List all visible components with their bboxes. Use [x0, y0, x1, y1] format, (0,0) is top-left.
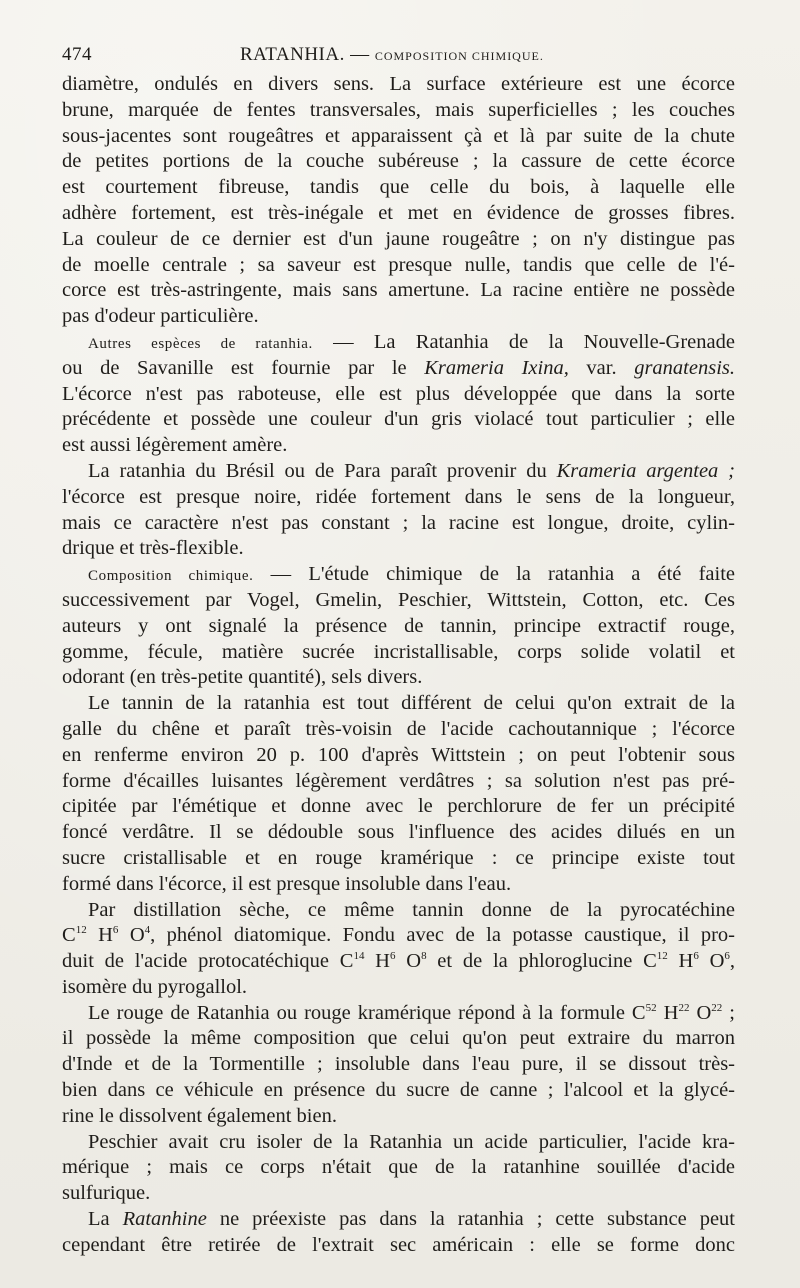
text-run: , phénol diatomique. Fondu avec de la potasse caustique, il pro-	[150, 924, 735, 947]
text-line: rine le dissolvent également bien.	[62, 1104, 337, 1127]
text-line: forme d'écailles luisantes légèrement verdâtres ; sa solution n'est pas pré-	[62, 769, 735, 792]
text-line	[62, 330, 735, 356]
text-line	[62, 949, 735, 975]
species-name: Krameria argentea ;	[556, 459, 735, 482]
paragraph-tannin	[62, 691, 735, 897]
text-line: brune, marquée de fentes transversales, mais superficielles ; les couches	[62, 98, 735, 121]
text-run: Le rouge de Ratanhia ou rouge kramérique répond à la formule C	[88, 1001, 646, 1024]
text-line	[62, 356, 735, 382]
text-line: mérique ; mais ce corps n'était que de la ratanhine souillée d'acide	[62, 1156, 735, 1179]
formula-index: 14	[353, 950, 365, 963]
page-header	[62, 44, 742, 68]
formula-index: 22	[678, 1001, 690, 1014]
text-line: corce est très-astringente, mais sans amertune. La racine entière ne possède	[62, 279, 735, 302]
formula-element: O	[118, 924, 145, 947]
text-run: ;	[722, 1001, 735, 1024]
text-line: de moelle centrale ; sa saveur est presque nulle, tandis que celle de l'é-	[62, 253, 735, 276]
formula-index: 12	[656, 950, 668, 963]
text-line: isomère du pyrogallol.	[62, 975, 248, 998]
text-line: formé dans l'écorce, il est presque insoluble dans l'eau.	[62, 872, 512, 895]
page-number: 474	[62, 44, 92, 65]
formula	[62, 924, 150, 946]
text-line: drique et très-flexible.	[62, 537, 244, 560]
formula-index: 22	[711, 1001, 723, 1014]
paragraph-other-species	[62, 330, 735, 459]
text-line: l'écorce est presque noire, ridée fortement dans le sens de la longueur,	[62, 485, 735, 508]
running-title-main: RATANHIA.	[240, 44, 345, 65]
text-run: — La Ratanhia de la Nouvelle-Grenade	[312, 330, 735, 353]
section-heading-composition: Composition chimique.	[88, 568, 254, 585]
running-title	[240, 44, 544, 66]
text-line: mais ce caractère n'est pas constant ; la racine est longue, droite, cylin-	[62, 511, 735, 534]
text-line: odorant (en très-petite quantité), sels divers.	[62, 666, 423, 689]
text-line: Le tannin de la ratanhia est tout différent de celui qu'on extrait de la	[88, 692, 735, 715]
text-line: gomme, fécule, matière sucrée incristallisable, corps solide volatil et	[62, 640, 735, 663]
text-line: cipitée par l'émétique et donne avec le perchlorure de fer un précipité	[62, 795, 735, 818]
paragraph-chemical-composition	[62, 562, 735, 691]
formula-index: 12	[75, 924, 87, 937]
formula-element: C	[62, 924, 76, 947]
paragraph-description	[62, 72, 735, 330]
variety-name: granatensis.	[634, 356, 735, 379]
formula-index: 6	[390, 950, 396, 963]
text-line: Par distillation sèche, ce même tannin donne de la pyrocatéchine	[88, 898, 735, 921]
text-line: foncé verdâtre. Il se dédouble sous l'influence des acides dilués en un	[62, 821, 735, 844]
body-text	[62, 72, 735, 1259]
text-line: sous-jacentes sont rougeâtres et apparaissent çà et là par suite de la chute	[62, 124, 735, 147]
text-line: en renferme environ 20 p. 100 d'après Wittstein ; on peut l'obtenir sous	[62, 743, 735, 766]
text-line: d'Inde et de la Tormentille ; insoluble dans l'eau pure, il se dissout très-	[62, 1053, 735, 1076]
formula-element: O	[395, 950, 422, 973]
text-line: diamètre, ondulés en divers sens. La surface extérieure est une écorce	[62, 73, 735, 95]
formula-element: O	[698, 950, 725, 973]
text-line: L'écorce n'est pas raboteuse, elle est plus développée que dans la sorte	[62, 382, 735, 405]
formula-element: H	[656, 1001, 679, 1024]
text-line: sulfurique.	[62, 1182, 151, 1205]
formula-index: 6	[693, 950, 699, 963]
formula-index: 6	[724, 950, 730, 963]
text-line: est aussi légèrement amère.	[62, 434, 288, 457]
formula-index: 6	[112, 924, 119, 937]
text-run: La	[88, 1208, 123, 1231]
formula-index: 8	[421, 950, 427, 963]
text-line: précédente et possède une couleur d'un gris violacé tout particulier ; elle	[62, 408, 735, 431]
text-line: La couleur de ce dernier est d'un jaune rougeâtre ; on n'y distingue pas	[62, 227, 735, 250]
paragraph-peschier	[62, 1130, 735, 1207]
text-line	[62, 1207, 735, 1233]
paragraph-kramerique-red	[62, 1001, 735, 1130]
text-line: il possède la même composition que celui qu'on peut extraire du marron	[62, 1027, 735, 1050]
text-line: est courtement fibreuse, tandis que celle du bois, à laquelle elle	[62, 176, 735, 199]
text-run: et de la phloroglucine C	[426, 950, 657, 973]
text-line	[62, 562, 735, 588]
text-run: ,	[729, 950, 735, 973]
substance-name: Ratanhine	[122, 1208, 207, 1231]
text-run: — L'étude chimique de la ratanhia a été faite	[253, 563, 735, 586]
section-heading-other-species: Autres espèces de ratanhia.	[88, 335, 313, 352]
text-line: sucre cristallisable et en rouge kramérique : ce principe existe tout	[62, 846, 735, 869]
text-run: La ratanhia du Brésil ou de Para paraît provenir du	[88, 459, 557, 482]
text-line: cependant être retirée de l'extrait sec américain : elle se forme donc	[62, 1233, 735, 1256]
paragraph-brazil	[62, 459, 735, 562]
paragraph-distillation	[62, 898, 735, 1001]
text-line: Peschier avait cru isoler de la Ratanhia un acide particulier, l'acide kra-	[88, 1130, 735, 1153]
text-line: successivement par Vogel, Gmelin, Peschier, Wittstein, Cotton, etc. Ces	[62, 588, 735, 611]
running-title-dash: —	[350, 44, 370, 65]
text-run: duit de l'acide protocatéchique C	[62, 950, 354, 973]
species-name: Krameria Ixina,	[424, 356, 569, 379]
formula-index: 4	[144, 924, 151, 937]
text-run: ou de Savanille est fournie par le	[62, 356, 425, 379]
text-line: bien dans ce véhicule en présence du sucre de canne ; l'alcool et la glycé-	[62, 1079, 735, 1102]
text-line: galle du chêne et paraît très-voisin de l'acide cachoutannique ; l'écorce	[62, 717, 735, 740]
text-line: adhère fortement, est très-inégale et met en évidence de grosses fibres.	[62, 201, 735, 224]
text-run: var.	[568, 356, 635, 379]
text-line: pas d'odeur particulière.	[62, 305, 259, 328]
text-line	[62, 923, 735, 949]
text-line	[62, 459, 735, 485]
text-line: auteurs y ont signalé la présence de tannin, principe extractif rouge,	[62, 614, 735, 637]
formula-element: O	[689, 1001, 712, 1024]
text-run: ne préexiste pas dans la ratanhia ; cette substance peut	[206, 1208, 735, 1231]
text-line: de petites portions de la couche subéreuse ; la cassure de cette écorce	[62, 150, 735, 173]
formula-element: H	[667, 950, 694, 973]
text-line	[62, 1001, 735, 1027]
paragraph-ratanhine	[62, 1207, 735, 1259]
formula-element: H	[364, 950, 390, 973]
formula-index: 52	[645, 1001, 657, 1014]
formula-element: H	[86, 924, 113, 947]
running-title-section: COMPOSITION CHIMIQUE.	[374, 49, 544, 63]
